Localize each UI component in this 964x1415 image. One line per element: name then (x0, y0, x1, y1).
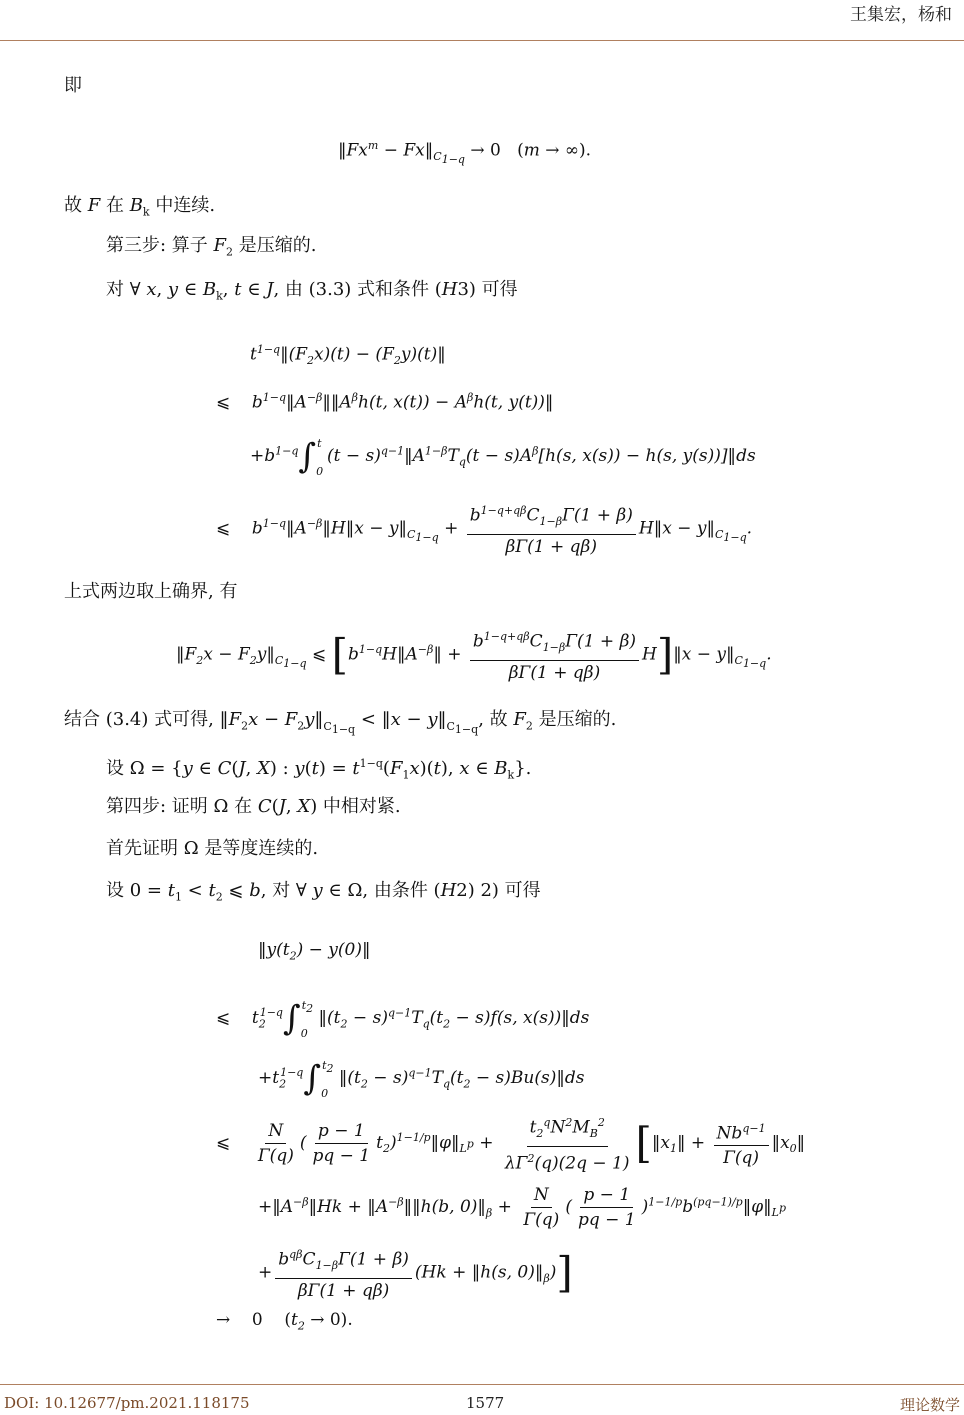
equation-4-line-7: → 0 $(t_2 \to 0)$. (216, 1310, 353, 1333)
step4-heading: 第四步: 证明 Ω 在 C(J, X) 中相对紧. (106, 796, 401, 817)
let-t-text: 设 $0 = t_1 < t_2$ ⩽ b, 对 ∀ y ∈ Ω, 由条件 (H2) 2) 可得 (106, 880, 541, 904)
equation-4-line-4: ⩽ $\frac{N}{\Gamma(q)}$ ( $\frac{p - 1}{pq - 1}$ $t_2)^{1-1/p}‖\varphi‖_{L^p}$ + $\frac{t_2^qN^2M_B^2}{\lambda\Gamma^2(q)(2q - 1)}$ [$‖x_1‖$ + $\frac{Nb^{q-1}}{\Gamma(q)}$ $‖x_0‖$ (216, 1112, 805, 1175)
equation-2-line-4: ⩽ $b^{1-q}‖A^{-\beta}‖H‖x$ − $y‖_{C_{1-q}}$ + $\frac{b^{1-q+q\beta}C_{1-\beta}\Gamma(1 + \beta)}{\beta\Gamma(1 + q\beta)}$ H‖x − $y‖_{C_{1-q}}$. (216, 500, 752, 558)
step3-heading: 第三步: 算子 $F_2$ 是压缩的. (106, 235, 317, 259)
footer-journal-name: 理论数学 (899, 1396, 960, 1414)
equation-2-line-2: ⩽ $b^{1-q}‖A^{-\beta}‖‖A^\beta h(t$, $x(t)) - A^\beta h(t$, y(t))‖ (216, 391, 554, 413)
equation-3: $‖F_2x$ − $F_2y‖_{C_{1-q}}$ ⩽ [$b^{1-q}H‖A^{-\beta}‖$ + $\frac{b^{1-q+q\beta}C_{1-\beta}\Gamma(1 + \beta)}{\beta\Gamma(1 + q\beta)}$ H]‖x − $y‖_{C_{1-q}}$. (176, 626, 772, 684)
header-authors: 王集宏，杨和 (850, 5, 952, 25)
omega-definition: 设 Ω = {y ∈ C(J, X) : $y(t) = t^{1-q}(F_1x)(t)$, x ∈ $B_k$}. (106, 757, 532, 782)
equation-4-line-6: + $\frac{b^{q\beta}C_{1-\beta}\Gamma(1 + \beta)}{\beta\Gamma(1 + q\beta)}$ (Hk + ‖h(s, $0)‖_\beta$)] (258, 1244, 573, 1302)
forall-text: 对 ∀ x, y ∈ $B_k$, t ∈ J, 由 (3.3) 式和条件 (H3) 可得 (106, 279, 518, 303)
equation-4-line-5: $+‖A^{-\beta}‖Hk$ + $‖A^{-\beta}‖‖h(b$, $0)‖_\beta$ + $\frac{N}{\Gamma(q)}$ ( $\frac{p - 1}{pq - 1}$ )$^{1-1/p}b^{(pq-1)/p}‖\varphi‖_{L^p}$ (258, 1185, 786, 1230)
header-rule (0, 40, 964, 41)
equation-2-line-1: $t^{1-q}‖(F_2x)(t)$ − $(F_2y)(t)‖$ (250, 343, 446, 368)
equation-1: $‖Fx^m$ − $Fx‖_{C_{1-q}} \to 0$ (m → ∞). (338, 139, 592, 167)
text-ji: 即 (64, 75, 82, 96)
footer-doi-link[interactable]: DOI: 10.12677/pm.2021.118175 (4, 1394, 250, 1412)
sup-text: 上式两边取上确界, 有 (64, 581, 238, 602)
combine-text: 结合 (3.4) 式可得, $‖F_2x$ − $F_2y‖_{C_{1-q}}$ < ‖x − $y‖_{C_{1-q}}$, 故 $F_2$ 是压缩的. (64, 709, 617, 736)
footer-rule (0, 1384, 964, 1385)
equation-4-line-1: $‖y(t_2)$ − y(0)‖ (258, 940, 371, 963)
equation-4-line-2: ⩽ $t_2^{1-q}\int_0^{t_2}$ $‖(t_2 - s)^{q-1}T_q(t_2 - s)f(s$, x(s))‖ds (216, 998, 590, 1040)
equation-2-line-3: $+b^{1-q}\int_0^t$ $(t - s)^{q-1}‖A^{1-\beta}T_q(t - s)A^\beta[h(s$, x(s)) − h(s, y(s))]‖ds (250, 436, 756, 478)
text-continuous: 故 F 在 $B_k$ 中连续. (64, 195, 216, 219)
equation-4-line-3: $+t_2^{1-q}\int_0^{t_2}$ $‖(t_2 - s)^{q-1}T_q(t_2$ − s)Bu(s)‖ds (258, 1058, 585, 1100)
equicontinuity-text: 首先证明 Ω 是等度连续的. (106, 838, 319, 859)
footer-page-number: 1577 (466, 1394, 505, 1412)
